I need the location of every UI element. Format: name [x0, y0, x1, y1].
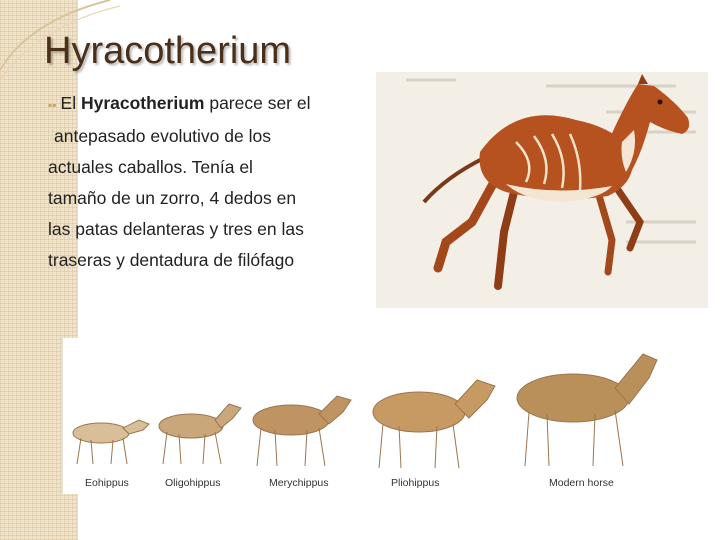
bullet-icon: ▪▪	[48, 98, 57, 112]
horse-evolution-illustration	[62, 338, 663, 494]
bullet-rest: parece ser el	[204, 93, 311, 113]
body-line: actuales caballos. Tenía el	[48, 157, 253, 177]
bullet-bold-term: Hyracotherium	[80, 93, 205, 113]
bullet-lead: El	[60, 93, 81, 113]
body-line: traseras y dentadura de filófago	[48, 250, 295, 270]
caption-eohippus: Eohippus	[85, 477, 129, 489]
bullet-line	[48, 88, 373, 121]
horse-evolution-drawing	[63, 338, 663, 494]
caption-modern-horse: Modern horse	[549, 477, 614, 489]
body-line: antepasado evolutivo de los	[54, 126, 271, 146]
caption-merychippus: Merychippus	[269, 477, 329, 489]
hyracotherium-illustration	[376, 72, 708, 308]
body-line: tamaño de un zorro, 4 dedos en	[48, 188, 297, 208]
caption-oligohippus: Oligohippus	[165, 477, 221, 489]
slide-title: Hyracotherium	[44, 30, 292, 72]
slide-body-text	[48, 88, 373, 276]
caption-pliohippus: Pliohippus	[391, 477, 440, 489]
hyracotherium-drawing	[376, 72, 708, 308]
body-line: las patas delanteras y tres en las	[48, 219, 304, 239]
